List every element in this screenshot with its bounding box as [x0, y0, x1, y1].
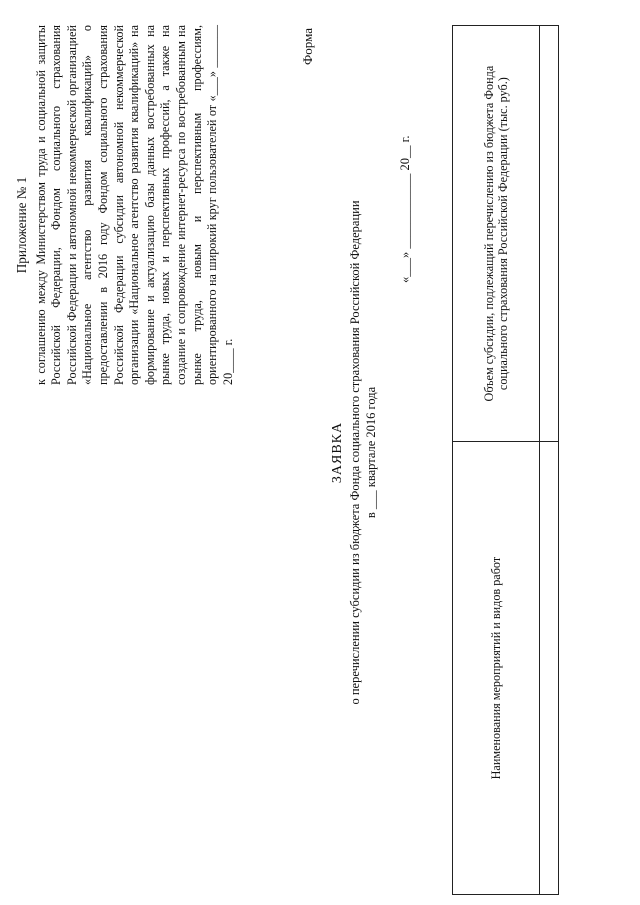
annex-text: к соглашению между Министерством труда и социальной защиты Российской Федерации, Фондом социального страхования Российской Федерации и автономной некоммерческой организацией «Национальное агентство развития квалификаций» о предоставлении в 2016 году Фондом социального страхования Российской Федерации субсидии автономной некоммерческой организации «Национальное агентство развития квалификаций» на формирование и актуализацию базы данных востребованных на рынке труда, новых и перспективных профессий, а также на создание и сопровождение интернет-ресурса по востребованным на рынке труда, новым и перспективным профессиям, ориентированного на широкий круг пользователей от «___» _______ 20____ г. — [33, 25, 235, 385]
table-cell-activities — [540, 442, 559, 895]
request-subtitle-line1: о перечислении субсидии из бюджета Фонда социального страхования Российской Федерации — [348, 200, 362, 705]
request-date: «___» ____________ 20__ г. — [398, 135, 412, 283]
annex-block — [14, 25, 236, 385]
form-label: Форма — [300, 28, 315, 65]
request-subtitle-line2: в ___ квартале 2016 года — [363, 386, 378, 519]
table-header-row — [453, 26, 540, 895]
table-cell-subsidy-amount — [540, 26, 559, 442]
table-header-activities: Наименования мероприятий и видов работ — [453, 442, 540, 895]
annex-title: Приложение № 1 — [14, 176, 29, 274]
table-header-subsidy-amount: Объем субсидии, подлежащий перечислению из бюджета Фонда социального страхования Российской Федерации (тыс. руб.) — [453, 26, 540, 442]
request-title: ЗАЯВКА — [330, 421, 345, 484]
table-row — [540, 26, 559, 895]
subsidy-table — [452, 25, 559, 895]
request-subtitle — [348, 0, 379, 905]
